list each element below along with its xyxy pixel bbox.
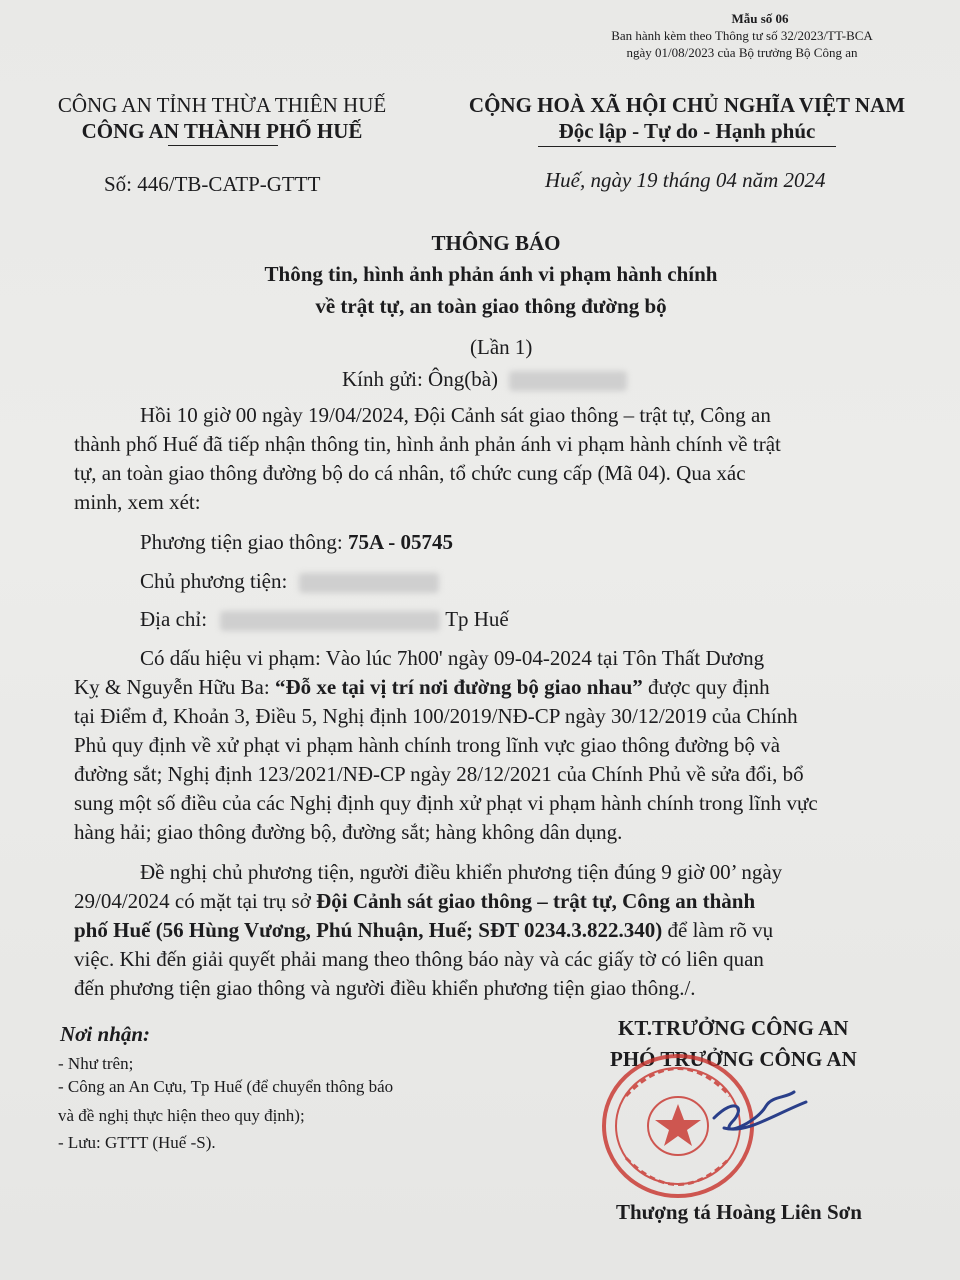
owner-label: Chủ phương tiện: (140, 569, 288, 593)
recipient-3: và đề nghị thực hiện theo quy định); (58, 1106, 305, 1125)
violation-line-2 (74, 675, 770, 700)
handwritten-signature (714, 1092, 806, 1129)
signature-title-2: PHÓ TRƯỞNG CÔNG AN (610, 1047, 857, 1071)
vehicle-label: Phương tiện giao thông: (140, 530, 343, 554)
notice-title: THÔNG BÁO (431, 231, 561, 255)
place-date: Huế, ngày 19 tháng 04 năm 2024 (545, 168, 826, 192)
request-office: Đội Cảnh sát giao thông – trật tự, Công an thành (316, 889, 756, 913)
intro-line-4: minh, xem xét: (74, 490, 201, 514)
form-line-1: Ban hành kèm theo Thông tư số 32/2023/TT-BCA (611, 28, 873, 43)
request-purpose: để làm rõ vụ (662, 918, 774, 942)
signer-name: Thượng tá Hoàng Liên Sơn (616, 1200, 862, 1224)
nation-motto: Độc lập - Tự do - Hạnh phúc (558, 119, 816, 143)
address-line (140, 607, 509, 632)
agency-underline (168, 145, 278, 146)
greeting (342, 367, 627, 392)
request-line-5: đến phương tiện giao thông và người điều khiển phương tiện giao thông./. (74, 976, 696, 1000)
violation-description: “Đỗ xe tại vị trí nơi đường bộ giao nhau” (274, 675, 643, 699)
violation-location-end: Kỵ & Nguyễn Hữu Ba: (74, 675, 275, 699)
official-seal (596, 1046, 810, 1206)
address-label: Địa chỉ: (140, 607, 208, 631)
intro-line-1: Hồi 10 giờ 00 ngày 19/04/2024, Đội Cảnh sát giao thông – trật tự, Công an (140, 403, 771, 427)
request-address: phố Huế (56 Hùng Vương, Phú Nhuận, Huế; SĐT 0234.3.822.340) (74, 918, 663, 942)
agency-parent: CÔNG AN TỈNH THỪA THIÊN HUẾ (57, 93, 387, 117)
address-city: Tp Huế (445, 607, 509, 631)
notice-round: (Lần 1) (470, 335, 533, 359)
document-number: Số: 446/TB-CATP-GTTT (104, 172, 321, 196)
redacted-owner (299, 573, 439, 593)
nation-name: CỘNG HOÀ XÃ HỘI CHỦ NGHĨA VIỆT NAM (468, 93, 906, 117)
vehicle-plate: 75A - 05745 (347, 530, 453, 554)
violation-line-5: đường sắt; Nghị định 123/2021/NĐ-CP ngày 28/12/2021 của Chính Phủ về sửa đổi, bổ (74, 762, 804, 786)
violation-line-1: Có dấu hiệu vi phạm: Vào lúc 7h00' ngày 09-04-2024 tại Tôn Thất Dương (140, 646, 765, 670)
form-line-2: ngày 01/08/2023 của Bộ trưởng Bộ Công an (626, 45, 858, 60)
violation-line-4: Phủ quy định về xử phạt vi phạm hành chính trong lĩnh vực giao thông đường bộ và (74, 733, 781, 757)
notice-subtitle-1: Thông tin, hình ảnh phản ánh vi phạm hành chính (264, 262, 718, 286)
redacted-name (509, 371, 627, 391)
owner-line (140, 569, 439, 594)
vehicle-line (140, 530, 453, 555)
violation-line-7: hàng hải; giao thông đường bộ, đường sắt; hàng không dân dụng. (74, 820, 623, 844)
form-number: Mẫu số 06 (731, 11, 789, 26)
intro-line-2: thành phố Huế đã tiếp nhận thông tin, hình ảnh phản ánh vi phạm hành chính về trật (74, 432, 781, 456)
notice-subtitle-2: về trật tự, an toàn giao thông đường bộ (315, 294, 667, 318)
request-line-2 (74, 889, 755, 914)
violation-line-3: tại Điểm đ, Khoản 3, Điều 5, Nghị định 100/2019/NĐ-CP ngày 30/12/2019 của Chính (74, 704, 798, 728)
recipient-4: - Lưu: GTTT (Huế -S). (58, 1133, 216, 1152)
signature-title-1: KT.TRƯỞNG CÔNG AN (618, 1016, 849, 1040)
recipients-heading: Nơi nhận: (60, 1022, 151, 1046)
recipient-1: - Như trên; (58, 1054, 134, 1073)
violation-line-6: sung một số điều của các Nghị định quy định xử phạt vi phạm hành chính trong lĩnh vực (74, 791, 818, 815)
redacted-address (220, 611, 440, 631)
request-line-3 (74, 918, 773, 943)
intro-line-3: tự, an toàn giao thông đường bộ do cá nhân, tổ chức cung cấp (Mã 04). Qua xác (74, 461, 746, 485)
violation-text-cont: được quy định (642, 675, 770, 699)
request-line-1: Đề nghị chủ phương tiện, người điều khiển phương tiện đúng 9 giờ 00’ ngày (140, 860, 783, 884)
recipient-2: - Công an An Cựu, Tp Huế (để chuyển thông báo (58, 1077, 394, 1096)
motto-underline (538, 146, 836, 147)
greeting-label: Kính gửi: Ông(bà) (342, 367, 499, 391)
request-line-4: việc. Khi đến giải quyết phải mang theo thông báo này và các giấy tờ có liên quan (74, 947, 764, 971)
agency-name: CÔNG AN THÀNH PHỐ HUẾ (81, 119, 363, 143)
request-date: 29/04/2024 có mặt tại trụ sở (74, 889, 317, 913)
